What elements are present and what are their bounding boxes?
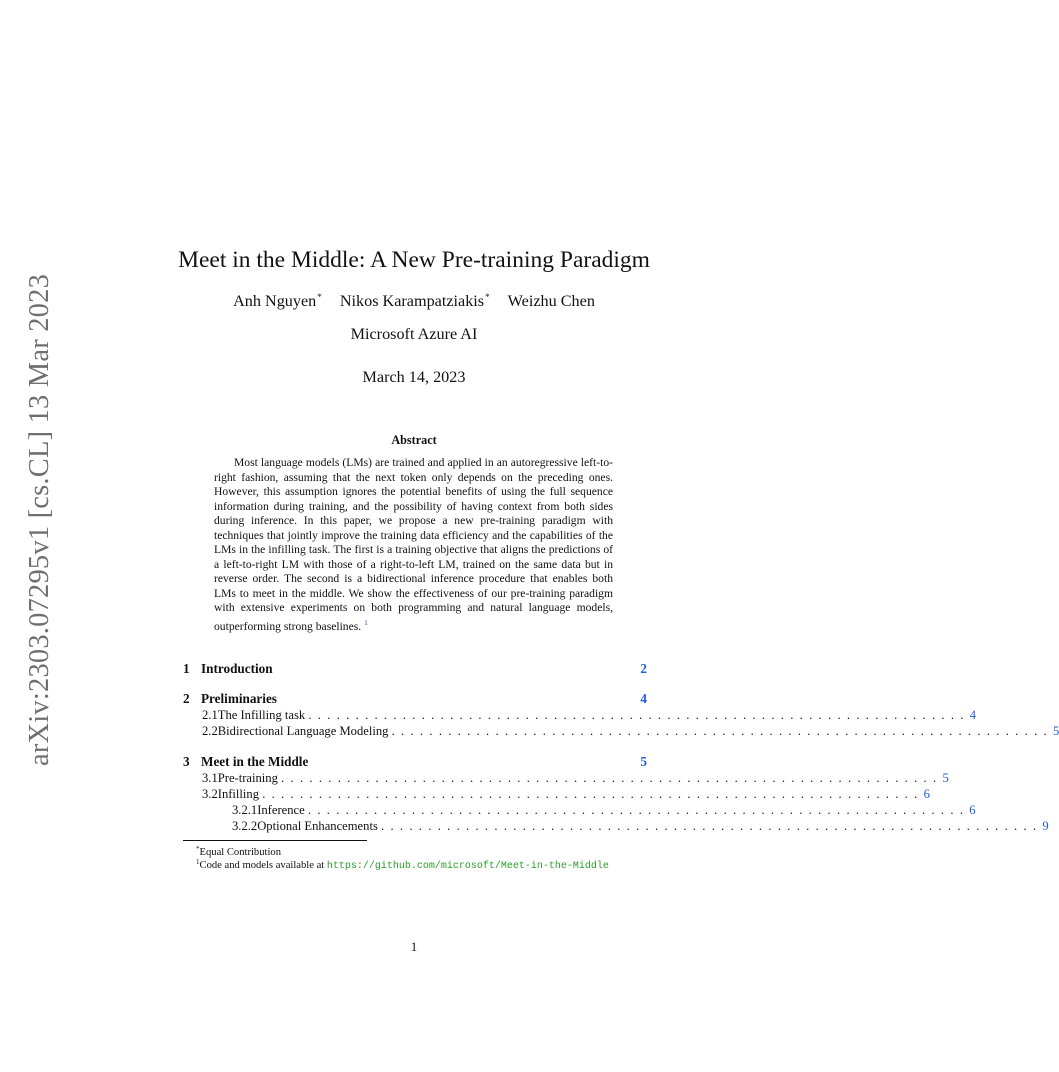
toc-title-with-leader — [218, 724, 1053, 739]
arxiv-identifier-stamp — [20, 273, 60, 767]
author — [340, 292, 490, 310]
toc-title-with-leader — [257, 803, 969, 818]
table-of-contents — [183, 661, 1059, 836]
toc-page-link[interactable]: 9 — [1042, 819, 1049, 834]
toc-section-preliminaries[interactable] — [183, 691, 647, 708]
toc-page-link[interactable]: 5 — [942, 770, 949, 785]
toc-number: 2 — [183, 691, 190, 706]
publication-date: March 14, 2023 — [362, 368, 466, 386]
toc-subsubsection-optional-enhancements[interactable] — [183, 819, 1049, 835]
footnote-rule — [183, 840, 367, 841]
footnote-mark: 1 — [196, 858, 200, 866]
toc-page-link[interactable]: 6 — [969, 803, 976, 818]
toc-section-introduction[interactable] — [183, 661, 647, 678]
footnote-text: Code and models available at — [199, 860, 327, 871]
toc-title-with-leader — [257, 819, 1042, 834]
author-mark: * — [317, 292, 322, 302]
abstract-heading: Abstract — [391, 433, 437, 447]
author-name: Nikos Karampatziakis — [339, 292, 485, 310]
abstract-body — [214, 456, 613, 634]
paper-title: Meet in the Middle: A New Pre-training Paradigm — [178, 247, 650, 273]
toc-title-with-leader — [218, 771, 943, 786]
toc-dot-leader: ...................................................................... — [281, 770, 943, 785]
abstract-text: Most language models (LMs) are trained and applied in an autoregressive left-to-right fashion, assuming that the next token only depends on the preceding ones. However, this assumption ignores the potential benefits of using the full sequence information during training, and the possibility of having context from both sides during inference. In this paper, we propose a new pre-training paradigm with techniques that jointly improve the training data efficiency and the capabilities of the LMs in the infilling task. The first is a training objective that aligns the predictions of a left-to-right LM with those of a right-to-left LM, trained on the same data but in reverse order. The second is a bidirectional inference procedure that enables both LMs to meet in the middle. We show the effectiveness of our pre-training paradigm with extensive experiments on both programming and natural language models, outperforming strong baselines. — [214, 456, 613, 633]
toc-number: 2.2 — [202, 724, 218, 739]
toc-dot-leader: ...................................................................... — [307, 803, 970, 818]
toc-title: The Infilling task — [217, 708, 306, 722]
toc-subsection-infilling[interactable] — [183, 786, 930, 803]
author-list — [0, 292, 828, 311]
github-link[interactable]: https://github.com/microsoft/Meet-in-the-Middle — [326, 861, 609, 872]
toc-title: Preliminaries — [201, 691, 277, 706]
toc-page-link[interactable]: 6 — [923, 786, 930, 801]
toc-title: Infilling — [217, 786, 260, 801]
toc-title: Inference — [257, 803, 305, 818]
toc-title: Optional Enhancements — [257, 819, 378, 834]
toc-dot-leader: ...................................................................... — [262, 786, 924, 801]
toc-title: Meet in the Middle — [201, 753, 309, 769]
toc-subsection-bidirectional-lm[interactable] — [183, 724, 1059, 740]
toc-number: 2.1 — [202, 708, 218, 722]
toc-subsubsection-inference[interactable] — [183, 803, 976, 819]
toc-dot-leader: ...................................................................... — [381, 819, 1043, 834]
toc-title: Bidirectional Language Modeling — [217, 724, 389, 739]
toc-dot-leader: ...................................................................... — [391, 724, 1053, 739]
author-mark: * — [485, 292, 490, 302]
author-name: Anh Nguyen — [233, 292, 317, 310]
toc-page-link[interactable]: 5 — [1052, 724, 1059, 739]
toc-section-meet-in-the-middle[interactable] — [183, 754, 647, 771]
page-number: 1 — [410, 939, 418, 954]
toc-title-with-leader — [218, 787, 924, 802]
toc-page-link[interactable]: 2 — [640, 661, 647, 676]
author — [233, 292, 322, 310]
toc-page-link[interactable]: 4 — [640, 691, 647, 706]
toc-dot-leader: ...................................................................... — [308, 708, 970, 722]
author-name: Weizhu Chen — [507, 292, 595, 310]
toc-subsection-infilling-task[interactable] — [183, 708, 977, 724]
footnote-text: Equal Contribution — [199, 847, 282, 858]
footnote-code-availability — [196, 858, 609, 872]
toc-number: 3 — [183, 753, 190, 769]
toc-title-with-leader — [218, 708, 970, 723]
toc-number: 3.2 — [202, 786, 218, 801]
author — [508, 292, 595, 310]
toc-number: 3.2.1 — [232, 803, 258, 818]
arxiv-stamp-text: arXiv:2303.07295v1 [cs.CL] 13 Mar 2023 — [24, 273, 55, 767]
toc-number: 1 — [183, 661, 190, 676]
footnote-link-1[interactable]: 1 — [364, 617, 368, 627]
toc-page-link[interactable]: 5 — [640, 753, 647, 769]
toc-page-link[interactable]: 4 — [969, 708, 977, 722]
toc-number: 3.1 — [202, 770, 218, 785]
affiliation: Microsoft Azure AI — [350, 325, 478, 343]
toc-subsection-pre-training[interactable] — [183, 770, 949, 787]
toc-title: Introduction — [201, 661, 273, 676]
footnote-equal-contribution — [196, 845, 281, 858]
toc-title: Pre-training — [217, 770, 278, 785]
footnote-mark: * — [196, 845, 200, 853]
toc-number: 3.2.2 — [232, 819, 258, 834]
